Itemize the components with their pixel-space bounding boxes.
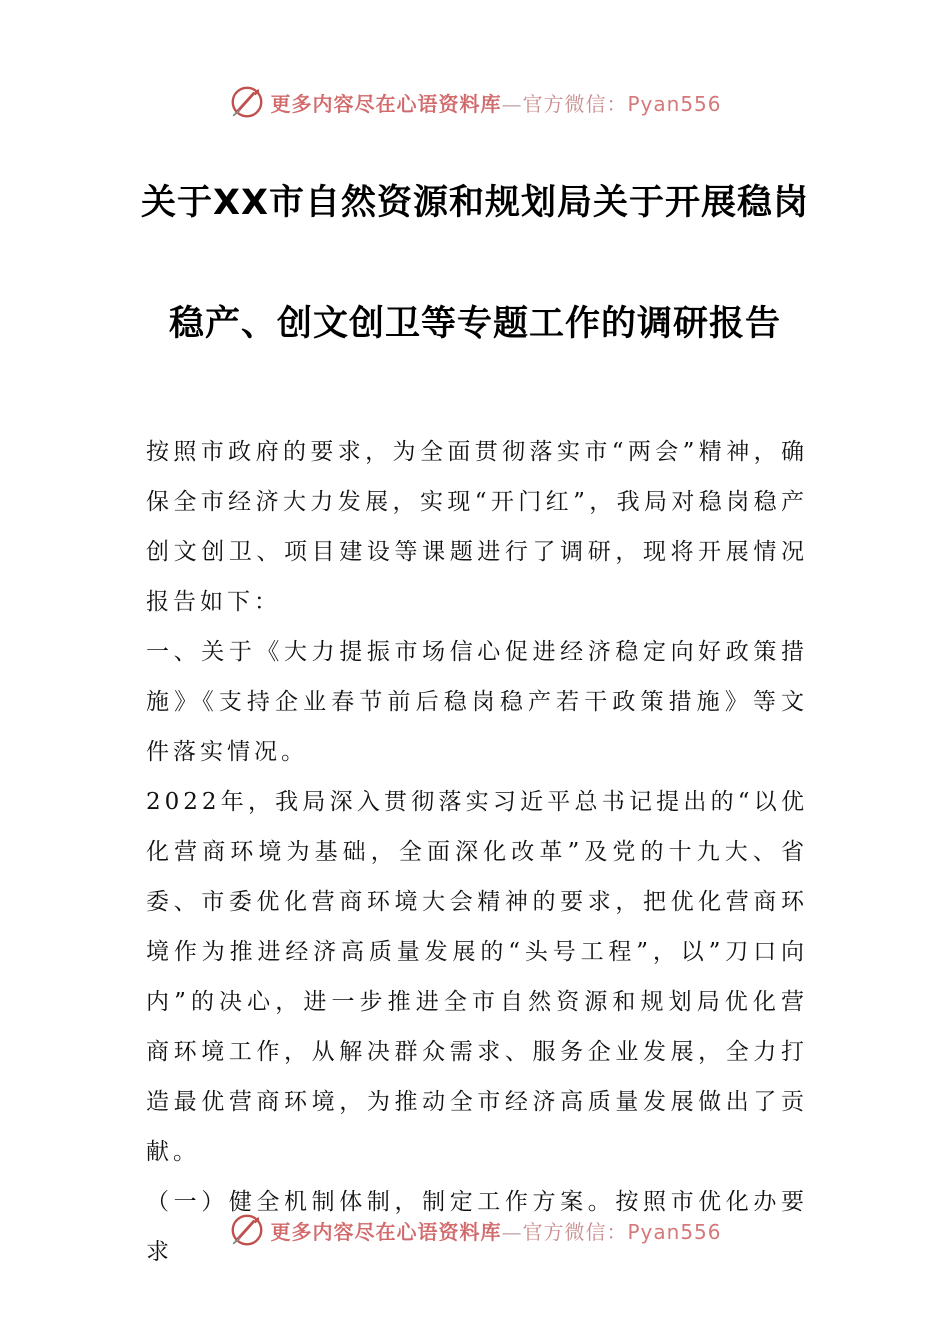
document-body <box>146 427 808 1277</box>
watermark-text <box>270 1216 721 1245</box>
watermark-wechat-id: Pyan556 <box>627 1219 722 1244</box>
watermark-footer <box>0 1210 950 1250</box>
watermark-wechat-id: Pyan556 <box>627 91 722 116</box>
watermark-brand: 更多内容尽在心语资料库 <box>270 91 502 116</box>
paragraph-section-one-heading: 一、关于《大力提振市场信心促进经济稳定向好政策措施》《支持企业春节前后稳岗稳产若干政策措施》等文件落实情况。 <box>146 639 808 765</box>
document-title-line-1: 关于XX市自然资源和规划局关于开展稳岗 <box>141 183 809 223</box>
watermark-separator: — <box>501 91 523 116</box>
watermark-header <box>0 82 950 122</box>
paragraph-intro: 按照市政府的要求，为全面贯彻落实市“两会”精神，确保全市经济大力发展，实现“开门红”，我局对稳岗稳产创文创卫、项目建设等课题进行了调研，现将开展情况报告如下： <box>146 439 808 615</box>
watermark-wechat-label: 官方微信： <box>522 91 628 116</box>
paragraph-2022-summary: 2022年，我局深入贯彻落实习近平总书记提出的“以优化营商环境为基础，全面深化改革”及党的十九大、省委、市委优化营商环境大会精神的要求，把优化营商环境作为推进经济高质量发展的“头号工程”，以”刀口向内”的决心，进一步推进全市自然资源和规划局优化营商环境工作，从解决群众需求、服务企业发展，全力打造最优营商环境，为推动全市经济高质量发展做出了贡献。 <box>146 789 808 1165</box>
watermark-brand: 更多内容尽在心语资料库 <box>270 1219 502 1244</box>
pen-logo-icon <box>228 83 266 121</box>
watermark-wechat-label: 官方微信： <box>522 1219 628 1244</box>
watermark-separator: — <box>501 1219 523 1244</box>
document-title-line-2: 稳产、创文创卫等专题工作的调研报告 <box>168 304 781 344</box>
paragraph-subsection-one: （一）健全机制体制，制定工作方案。按照市优化办要求 <box>146 1189 808 1265</box>
pen-logo-icon <box>228 1211 266 1249</box>
watermark-text <box>270 88 721 117</box>
